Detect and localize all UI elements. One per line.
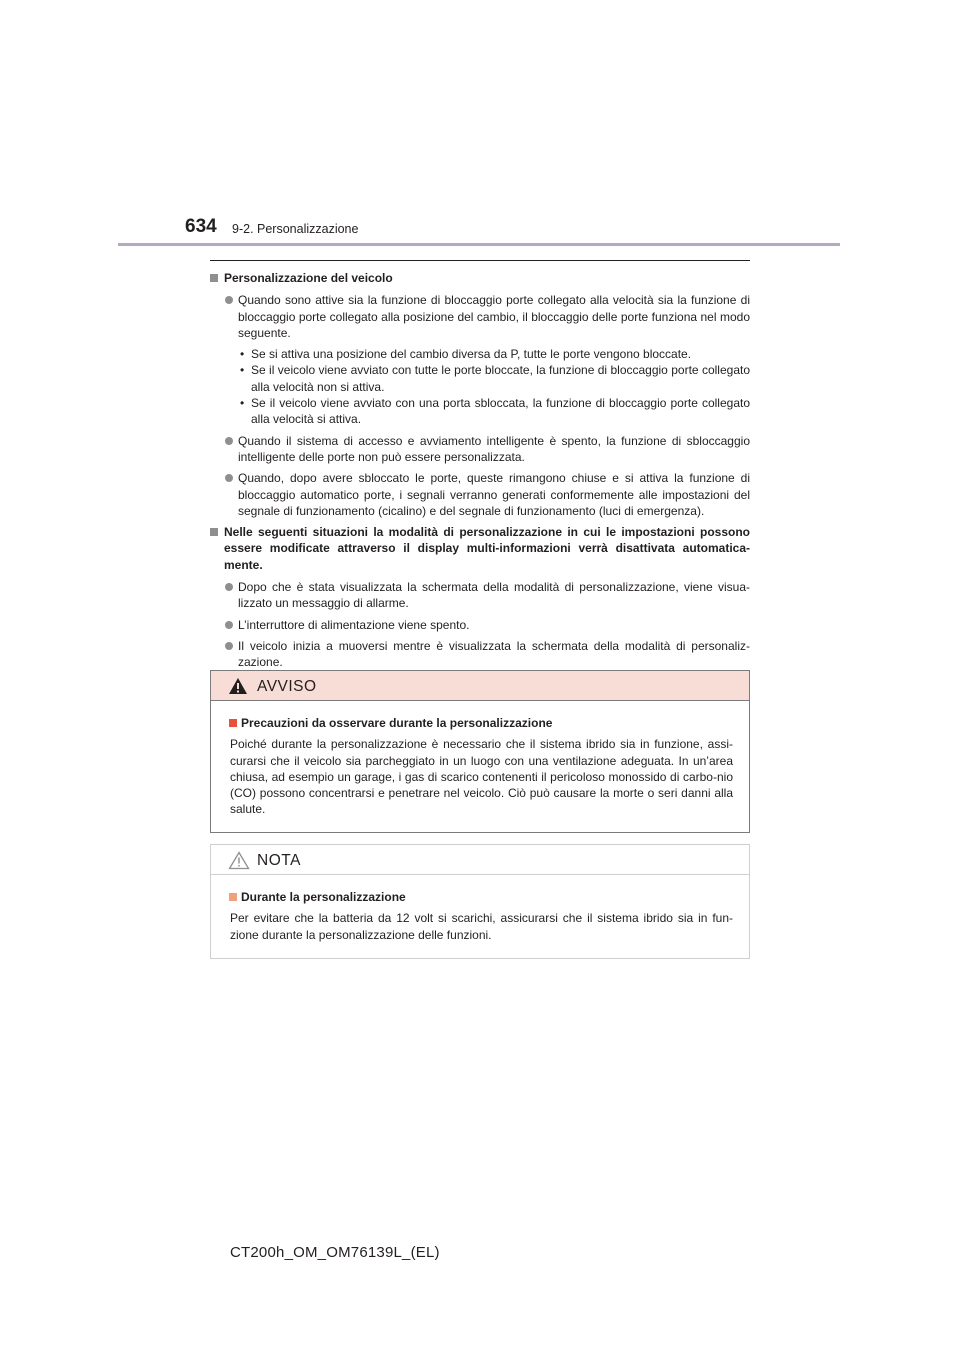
item-text: Quando, dopo avere sbloccato le porte, queste rimangono chiuse e si attiva la funzione di bloccaggio automatico porte, i segnali verranno generati conformemente alle impostazioni del segnale di funzionamento (cicalino) e del segnale di funzionamento (luci di emergenza).: [238, 471, 750, 518]
dot-bullet-icon: •: [240, 347, 245, 362]
round-bullet-icon: [225, 474, 233, 482]
item-text: Quando il sistema di accesso e avviamento intelligente è spento, la funzione di sbloccaggio intelligente delle porte non può essere personalizzata.: [238, 433, 750, 464]
round-bullet-icon: [225, 583, 233, 591]
item-text: Dopo che è stata visualizzata la schermata della modalità di personalizzazione, viene visua-lizzato un messaggio di allarme.: [238, 580, 750, 611]
square-bullet-icon: [229, 719, 237, 727]
list-item: [210, 579, 750, 612]
page-number: 634: [185, 216, 217, 237]
dot-bullet-icon: •: [240, 396, 245, 411]
heading-text: Precauzioni da osservare durante la personalizzazione: [241, 716, 553, 730]
round-bullet-icon: [225, 621, 233, 629]
list-item: [210, 292, 750, 341]
heading-vehicle-customization: [210, 270, 750, 286]
header-rule: [118, 243, 840, 246]
dot-bullet-icon: •: [240, 363, 245, 378]
square-bullet-icon: [210, 528, 218, 536]
round-bullet-icon: [225, 642, 233, 650]
note-heading: [229, 889, 741, 905]
caution-triangle-icon: [228, 851, 250, 870]
heading-text: Durante la personalizzazione: [241, 890, 406, 904]
main-content: [210, 270, 750, 676]
heading-text: Nelle seguenti situazioni la modalità di personalizzazione in cui le impostazioni possono essere modificate attraverso il display multi-informazioni verrà disattivata automatica-mente.: [224, 525, 750, 572]
warning-heading: [229, 715, 741, 731]
warning-header: [211, 671, 749, 701]
content-rule: [210, 260, 750, 261]
sub-list-item: [210, 346, 750, 362]
round-bullet-icon: [225, 437, 233, 445]
warning-box: [210, 670, 750, 833]
square-bullet-icon: [229, 893, 237, 901]
note-box: [210, 844, 750, 959]
sub-item-text: Se il veicolo viene avviato con tutte le porte bloccate, la funzione di bloccaggio porte collegato alla velocità non si attiva.: [251, 363, 750, 394]
round-bullet-icon: [225, 296, 233, 304]
square-bullet-icon: [210, 274, 218, 282]
list-item: [210, 433, 750, 466]
heading-auto-deactivation: [210, 524, 750, 573]
note-text: Per evitare che la batteria da 12 volt si scarichi, assicurarsi che il sistema ibrido sia in fun-zione durante la personalizzazione delle funzioni.: [230, 911, 733, 942]
sub-list-item: [210, 395, 750, 428]
item-text: L’interruttore di alimentazione viene spento.: [238, 617, 470, 632]
list-item: [210, 470, 750, 519]
document-code: CT200h_OM_OM76139L_(EL): [230, 1244, 440, 1261]
warning-label: AVVISO: [257, 678, 317, 695]
sub-list-item: [210, 362, 750, 395]
heading-text: Personalizzazione del veicolo: [224, 271, 393, 285]
warning-body: [211, 701, 749, 818]
note-header: [211, 845, 749, 875]
item-text: Quando sono attive sia la funzione di bloccaggio porte collegato alla velocità sia la funzione di bloccaggio porte collegato alla posizione del cambio, il bloccaggio delle porte funziona nel modo seguente.: [238, 293, 750, 340]
sub-item-text: Se si attiva una posizione del cambio diversa da P, tutte le porte vengono bloccate.: [251, 347, 692, 362]
note-label: NOTA: [257, 852, 301, 869]
note-body: [211, 875, 749, 943]
item-text: Il veicolo inizia a muoversi mentre è visualizzata la schermata della modalità di personaliz-zazione.: [238, 638, 750, 670]
section-title: 9-2. Personalizzazione: [232, 222, 359, 236]
list-item: [210, 617, 750, 633]
warning-triangle-icon: [228, 677, 248, 695]
warning-text: Poiché durante la personalizzazione è necessario che il sistema ibrido sia in funzione, assi-curarsi che il veicolo sia parcheggiato in un luogo con una ventilazione adeguata. In un’area chiusa, ad esempio un garage, i gas di scarico contenenti il pericoloso monossido di carbo-nio (CO) possono concentrarsi e penetrare nel veicolo. Ciò può causare la morte o seri danni alla salute.: [230, 737, 733, 817]
list-item: [210, 638, 750, 671]
sub-item-text: Se il veicolo viene avviato con una porta sbloccata, la funzione di bloccaggio porte collegato alla velocità si attiva.: [251, 396, 750, 427]
